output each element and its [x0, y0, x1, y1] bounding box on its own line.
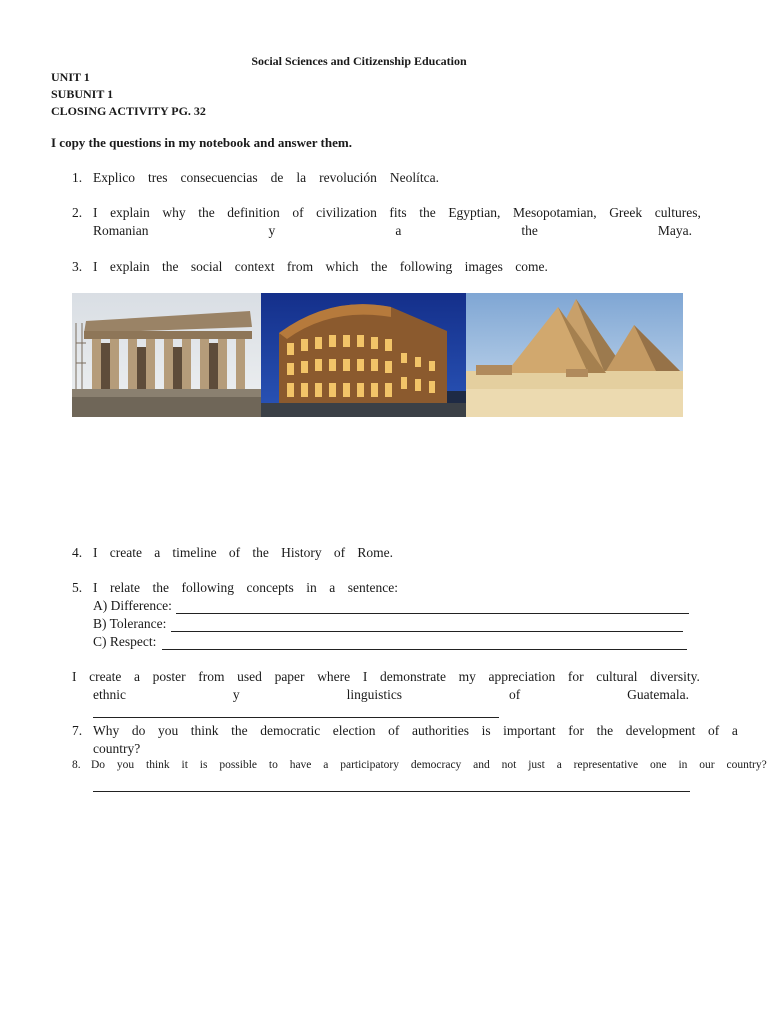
word: used — [237, 669, 262, 684]
word: not — [501, 759, 517, 771]
word: possible — [219, 759, 258, 771]
word: Rome. — [357, 545, 393, 560]
word: timeline — [172, 545, 217, 560]
question-5 — [93, 580, 398, 596]
word: civilization — [316, 205, 377, 220]
word: fits — [389, 205, 407, 220]
word: la — [296, 170, 307, 185]
word: in — [678, 759, 688, 771]
word: of — [388, 723, 400, 738]
question-8-number: 8. — [72, 759, 81, 771]
word: is — [199, 759, 208, 771]
question-6-line-2 — [93, 687, 689, 703]
word: the — [419, 205, 436, 220]
word: important — [503, 723, 556, 738]
document-title: Social Sciences and Citizenship Education — [251, 54, 467, 68]
word: definition — [227, 205, 280, 220]
question-3-number: 3. — [72, 259, 83, 274]
word: a — [556, 759, 562, 771]
word: I — [93, 545, 98, 560]
question-8-answer-line — [93, 791, 690, 792]
word: where — [317, 669, 351, 684]
word: of — [228, 545, 241, 560]
word: of — [508, 687, 521, 702]
word: from — [198, 669, 225, 684]
question-3 — [93, 259, 548, 275]
word: our — [699, 759, 715, 771]
word: Romanian — [93, 223, 149, 238]
word: come. — [515, 259, 548, 274]
question-5-number: 5. — [72, 580, 83, 595]
word: election — [332, 723, 376, 738]
word: participatory — [340, 759, 399, 771]
question-7-line-2: country? — [93, 741, 141, 756]
word: images — [464, 259, 503, 274]
word: from — [286, 259, 314, 274]
word: Mesopotamian, — [513, 205, 597, 220]
word: do — [131, 723, 146, 738]
word: paper — [274, 669, 305, 684]
word: have — [289, 759, 312, 771]
word: the — [521, 223, 538, 238]
colosseum-image — [261, 293, 466, 417]
word: Neolítca. — [389, 170, 439, 185]
word: Explico — [93, 170, 135, 185]
parthenon-image — [72, 293, 261, 417]
question-2-line-2 — [93, 223, 692, 239]
word: democratic — [260, 723, 321, 738]
civilization-images — [72, 293, 683, 417]
question-1 — [93, 170, 439, 186]
word: development — [625, 723, 696, 738]
word: concepts — [246, 580, 294, 595]
unit-label: UNIT 1 — [51, 70, 90, 84]
word: Maya. — [657, 223, 692, 238]
word: demonstrate — [379, 669, 446, 684]
word: relate — [110, 580, 140, 595]
word: the — [596, 723, 614, 738]
word: diversity. — [650, 669, 700, 684]
word: tres — [147, 170, 168, 185]
word: Greek — [609, 205, 643, 220]
word: is — [481, 723, 491, 738]
word: I — [72, 669, 77, 684]
word: for — [568, 723, 585, 738]
word: you — [157, 723, 179, 738]
concept-difference-label: A) Difference: — [93, 598, 172, 613]
word: create — [89, 669, 122, 684]
word: it — [181, 759, 188, 771]
question-8 — [91, 759, 767, 771]
word: of — [708, 723, 720, 738]
word: ethnic — [93, 687, 126, 702]
word: History — [281, 545, 322, 560]
word: think — [146, 759, 170, 771]
word: following — [399, 259, 453, 274]
word: cultural — [596, 669, 638, 684]
word: poster — [152, 669, 186, 684]
concept-respect-label: C) Respect: — [93, 634, 157, 649]
word: one — [650, 759, 667, 771]
word: of — [333, 545, 346, 560]
question-7-number: 7. — [72, 723, 83, 738]
word: which — [325, 259, 359, 274]
word: why — [162, 205, 186, 220]
question-6-answer-line — [93, 717, 499, 718]
word: of — [292, 205, 304, 220]
concept-tolerance-line — [171, 631, 683, 632]
word: the — [162, 259, 179, 274]
word: to — [268, 759, 278, 771]
question-1-number: 1. — [72, 170, 83, 185]
word: I — [93, 205, 98, 220]
word: explain — [110, 205, 150, 220]
word: you — [116, 759, 135, 771]
word: a — [329, 580, 336, 595]
concept-difference-line — [176, 613, 689, 614]
word: context — [234, 259, 275, 274]
word: a — [731, 723, 738, 738]
word: I — [93, 259, 98, 274]
question-2-line-1 — [93, 205, 701, 221]
word: country? — [726, 759, 767, 771]
word: for — [567, 669, 584, 684]
word: revolución — [319, 170, 377, 185]
word: the — [152, 580, 169, 595]
word: Egyptian, — [448, 205, 501, 220]
word: create — [109, 545, 142, 560]
word: y — [268, 223, 276, 238]
word: my — [458, 669, 476, 684]
word: I — [93, 580, 98, 595]
concept-respect-line — [162, 649, 687, 650]
word: representative — [573, 759, 639, 771]
word: the — [198, 205, 215, 220]
word: just — [528, 759, 545, 771]
word: the — [231, 723, 248, 738]
question-2-number: 2. — [72, 205, 83, 220]
question-6-line-1 — [72, 669, 700, 685]
word: I — [362, 669, 368, 684]
word: Why — [93, 723, 120, 738]
subunit-label: SUBUNIT 1 — [51, 87, 114, 101]
word: explain — [109, 259, 150, 274]
question-4-number: 4. — [72, 545, 83, 560]
word: think — [190, 723, 219, 738]
word: in — [306, 580, 317, 595]
instruction: I copy the questions in my notebook and answer them. — [51, 135, 352, 150]
word: the — [370, 259, 388, 274]
word: appreciation — [488, 669, 556, 684]
word: linguistics — [346, 687, 403, 702]
word: cultures, — [654, 205, 701, 220]
word: consecuencias — [180, 170, 258, 185]
activity-label: CLOSING ACTIVITY PG. 32 — [51, 104, 206, 118]
word: a — [323, 759, 329, 771]
word: sentence: — [347, 580, 398, 595]
word: Guatemala. — [627, 687, 689, 702]
word: authorities — [411, 723, 469, 738]
word: de — [270, 170, 284, 185]
question-4 — [93, 545, 393, 561]
word: following — [181, 580, 234, 595]
word: a — [395, 223, 402, 238]
word: a — [154, 545, 161, 560]
word: and — [473, 759, 490, 771]
word: social — [190, 259, 223, 274]
word: democracy — [410, 759, 462, 771]
word: y — [232, 687, 240, 702]
word: the — [252, 545, 269, 560]
word: a — [134, 669, 140, 684]
question-7-line-1 — [93, 723, 738, 739]
word: Do — [91, 759, 106, 771]
concept-tolerance-label: B) Tolerance: — [93, 616, 167, 631]
pyramids-image — [466, 293, 683, 417]
